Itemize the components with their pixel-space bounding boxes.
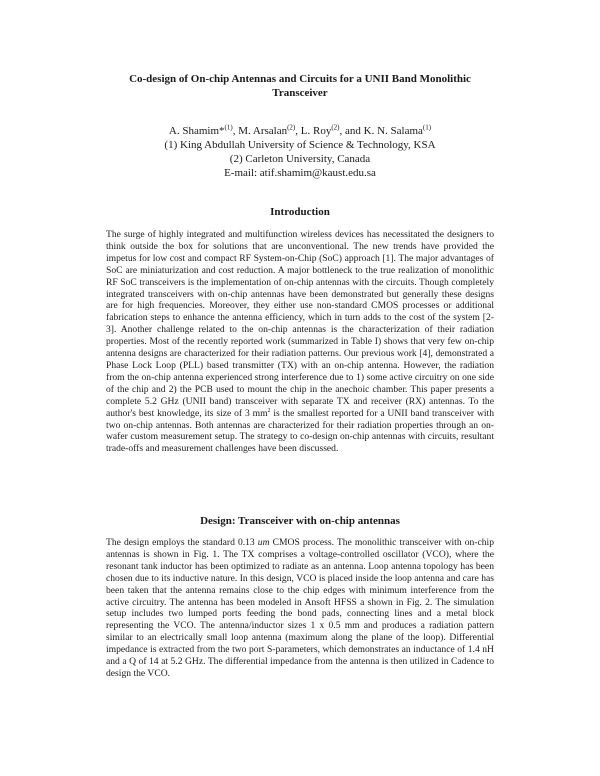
author-name-3: , L. Roy <box>295 125 332 137</box>
author-name-4: , and K. N. Salama <box>339 125 423 137</box>
affiliation-1: (1) King Abdullah University of Science & Technology, KSA <box>164 139 436 151</box>
introduction-heading: Introduction <box>270 206 330 218</box>
affiliation-2: (2) Carleton University, Canada <box>229 153 371 165</box>
area-unit-superscript: 2 <box>267 407 271 414</box>
title-line-1: Co-design of On-chip Antennas and Circuits for a UNII Band Monolithic <box>129 73 471 85</box>
author-name-1: A. Shamim* <box>168 125 225 137</box>
design-paragraph <box>106 537 494 680</box>
introduction-text-part-1: The surge of highly integrated and multifunction wireless devices has necessitated the designers to think outside the box for solutions that are unconventional. The new trends have provided the impetus for low cost and compact RF System-on-Chip (SoC) approach [1]. The major advantages of SoC are miniaturization and cost reduction. A major bottleneck to the true realization of monolithic RF SoC transceivers is the implementation of on-chip antennas with the circuits. Though completely integrated transceivers with on-chip antennas have been demonstrated but generally these designs are for high frequencies. Moreover, they either use non-standard CMOS processes or additional fabrication steps to enhance the antenna efficiency, which in turn adds to the cost of the system [2-3]. Another challenge related to the on-chip antennas is the characterization of their radiation properties. Most of the recently reported work (summarized in Table I) shows that very few on-chip antenna designs are characterized for their radiation patterns. Our previous work [4], demonstrated a Phase Lock Loop (PLL) based transmitter (TX) with an on-chip antenna. However, the radiation from the on-chip antenna experienced strong interference due to 1) some active circuitry on one side of the chip and 2) the PCB used to mount the chip in the anechoic chamber. This paper presents a complete 5.2 GHz (UNII band) transceiver with separate TX and receiver (RX) antennas. To the author's best knowledge, its size of 3 mm <box>106 229 494 419</box>
title-line-2: Transceiver <box>272 87 328 99</box>
author-name-2: , M. Arsalan <box>232 125 288 137</box>
author-affil-2: (2) <box>287 123 296 132</box>
design-text-part-1: The design employs the standard 0.13 <box>106 537 258 548</box>
author-affil-1: (1) <box>224 123 233 132</box>
introduction-paragraph <box>106 229 494 455</box>
contact-email: E-mail: atif.shamim@kaust.edu.sa <box>224 167 376 179</box>
author-block <box>90 124 510 180</box>
design-text-part-2: CMOS process. The monolithic transceiver with on-chip antennas is shown in Fig. 1. The TX comprises a voltage-controlled oscillator (VCO), where the resonant tank inductor has been optimized to radiate as an antenna. Loop antenna topology has been chosen due to its inductive nature. In this design, VCO is placed inside the loop antenna and care has been taken that the antenna remains close to the chip edges with minimum interference from the active circuitry. The antenna has been modeled in Ansoft HFSS a shown in Fig. 2. The simulation setup includes two lumped ports feeding the bond pads, connecting lines and a metal block representing the VCO. The antenna/inductor sizes 1 x 0.5 mm and produces a radiation pattern similar to an electrically small loop antenna (maximum along the plane of the loop). Differential impedance is extracted from the two port S-parameters, which demonstrates an inductance of 1.4 nH and a Q of 14 at 5.2 GHz. The differential impedance from the antenna is then utilized in Cadence to design the VCO. <box>106 537 494 679</box>
paper-title <box>90 72 510 100</box>
introduction-text-part-2: is the smallest reported for a UNII band transceiver with two on-chip antennas. Both antennas are characterized for their radiation properties through an on-wafer custom measurement setup. The strategy to co-design on-chip antennas with circuits, resultant trade-offs and measurement challenges have been discussed. <box>106 407 495 455</box>
author-list <box>90 124 510 138</box>
author-affil-3: (2) <box>331 123 340 132</box>
author-affil-4: (1) <box>422 123 432 132</box>
design-heading: Design: Transceiver with on-chip antennas <box>200 515 400 527</box>
unit-italic: um <box>257 537 270 548</box>
